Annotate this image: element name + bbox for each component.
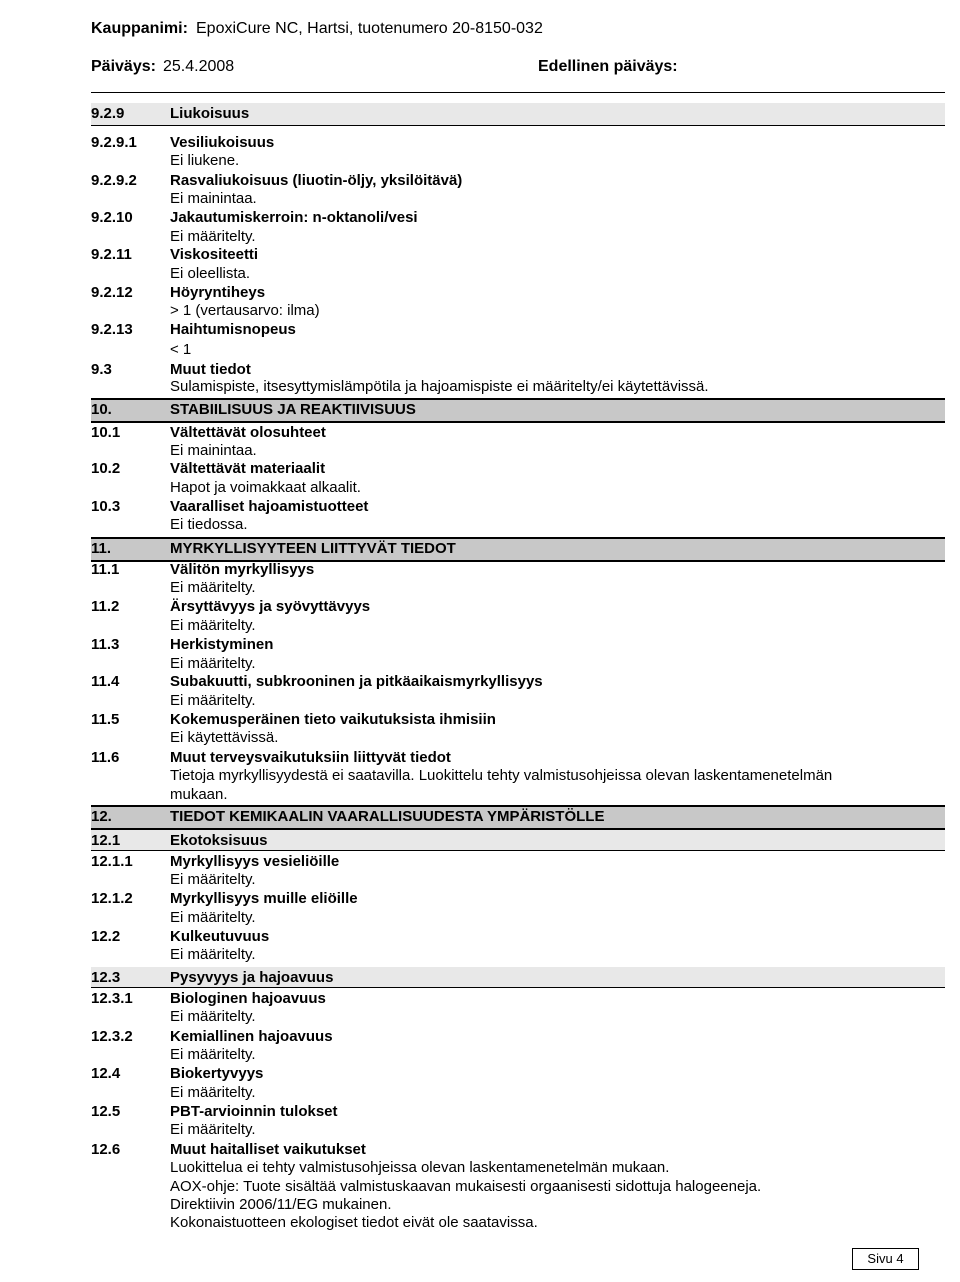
- section-text: Ei määritelty.: [170, 1008, 256, 1025]
- section-text: Luokittelua ei tehty valmistusohjeissa olevan laskentamenetelmän mukaan.: [170, 1159, 670, 1176]
- section-text: Ei määritelty.: [170, 1046, 256, 1063]
- section-title: Kulkeutuvuus: [170, 928, 270, 945]
- section-text: Ei määritelty.: [170, 579, 256, 596]
- section-number: 12.1.2: [91, 890, 133, 907]
- section-text: Ei mainintaa.: [170, 190, 257, 207]
- section-text: Ei käytettävissä.: [170, 729, 279, 746]
- section-number: 12.5: [91, 1103, 121, 1120]
- header-divider: [91, 92, 945, 93]
- section-header-title: TIEDOT KEMIKAALIN VAARALLISUUDESTA YMPÄRISTÖLLE: [170, 808, 605, 825]
- section-title: Ekotoksisuus: [170, 832, 268, 849]
- section-text: Ei mainintaa.: [170, 442, 257, 459]
- section-title: Biologinen hajoavuus: [170, 990, 326, 1007]
- section-title: Jakautumiskerroin: n-oktanoli/vesi: [170, 209, 418, 226]
- section-number: 10.: [91, 401, 112, 418]
- section-number: 12.3.1: [91, 990, 133, 1007]
- section-title: Biokertyvyys: [170, 1065, 264, 1082]
- section-number: 9.2.12: [91, 284, 133, 301]
- section-title: Kemiallinen hajoavuus: [170, 1028, 333, 1045]
- section-number: 11.6: [91, 749, 120, 766]
- section-text: Ei tiedossa.: [170, 516, 248, 533]
- section-number: 10.1: [91, 424, 121, 441]
- section-number: 12.4: [91, 1065, 121, 1082]
- section-title: PBT-arvioinnin tulokset: [170, 1103, 338, 1120]
- section-text: Kokonaistuotteen ekologiset tiedot eivät ole saatavissa.: [170, 1214, 538, 1231]
- section-text: Ei oleellista.: [170, 265, 251, 282]
- section-text: Ei määritelty.: [170, 871, 256, 888]
- section-number: 12.1: [91, 832, 121, 849]
- section-text: Ei määritelty.: [170, 1121, 256, 1138]
- section-title: Myrkyllisyys muille eliöille: [170, 890, 358, 907]
- date-value: 25.4.2008: [163, 58, 235, 75]
- section-number: 12.: [91, 808, 112, 825]
- section-text: Direktiivin 2006/11/EG mukainen.: [170, 1196, 392, 1213]
- section-number: 9.2.9.2: [91, 172, 137, 189]
- section-title: Muut terveysvaikutuksiin liittyvät tiedot: [170, 749, 451, 766]
- section-number: 12.3.2: [91, 1028, 133, 1045]
- section-header-title: MYRKYLLISYYTEEN LIITTYVÄT TIEDOT: [170, 540, 456, 557]
- section-number: 10.3: [91, 498, 121, 515]
- section-number: 9.2.11: [91, 246, 132, 263]
- section-text: Ei määritelty.: [170, 617, 256, 634]
- product-value: EpoxiCure NC, Hartsi, tuotenumero 20-8150-032: [196, 20, 543, 37]
- section-title: Muut tiedot: [170, 361, 251, 378]
- section-title: Liukoisuus: [170, 105, 250, 122]
- section-number: 9.3: [91, 361, 112, 378]
- section-title: Vältettävät materiaalit: [170, 460, 326, 477]
- page-number: Sivu 4: [852, 1248, 919, 1270]
- section-title: Vesiliukoisuus: [170, 134, 275, 151]
- section-text: mukaan.: [170, 786, 228, 803]
- section-header-title: STABIILISUUS JA REAKTIIVISUUS: [170, 401, 416, 418]
- section-number: 9.2.10: [91, 209, 133, 226]
- section-text: Ei määritelty.: [170, 1084, 256, 1101]
- section-text: < 1: [170, 341, 192, 358]
- section-title: Kokemusperäinen tieto vaikutuksista ihmisiin: [170, 711, 496, 728]
- section-title: Myrkyllisyys vesieliöille: [170, 853, 340, 870]
- section-text: Sulamispiste, itsesyttymislämpötila ja hajoamispiste ei määritelty/ei käytettävissä.: [170, 378, 709, 395]
- section-text: Ei määritelty.: [170, 692, 256, 709]
- section-title: Pysyvyys ja hajoavuus: [170, 969, 334, 986]
- section-text: > 1 (vertausarvo: ilma): [170, 302, 320, 319]
- section-text: Ei määritelty.: [170, 655, 256, 672]
- previous-date-label: Edellinen päiväys:: [538, 58, 678, 75]
- section-text: Ei liukene.: [170, 152, 240, 169]
- section-title: Haihtumisnopeus: [170, 321, 296, 338]
- section-text: Ei määritelty.: [170, 946, 256, 963]
- section-number: 11.3: [91, 636, 120, 653]
- section-title: Ärsyttävyys ja syövyttävyys: [170, 598, 371, 615]
- section-text: Ei määritelty.: [170, 909, 256, 926]
- section-number: 12.6: [91, 1141, 121, 1158]
- date-label: Päiväys:: [91, 58, 156, 75]
- section-number: 9.2.9: [91, 105, 125, 122]
- section-title: Välitön myrkyllisyys: [170, 561, 315, 578]
- section-number: 12.3: [91, 969, 121, 986]
- section-number: 11.4: [91, 673, 120, 690]
- section-number: 11.: [91, 540, 112, 557]
- section-title: Subakuutti, subkrooninen ja pitkäaikaismyrkyllisyys: [170, 673, 543, 690]
- section-title: Viskositeetti: [170, 246, 259, 263]
- section-title: Muut haitalliset vaikutukset: [170, 1141, 366, 1158]
- section-text: Hapot ja voimakkaat alkaalit.: [170, 479, 361, 496]
- product-label: Kauppanimi:: [91, 20, 188, 37]
- section-title: Herkistyminen: [170, 636, 274, 653]
- section-title: Vältettävät olosuhteet: [170, 424, 326, 441]
- section-number: 11.2: [91, 598, 120, 615]
- section-number: 12.2: [91, 928, 121, 945]
- section-number: 9.2.13: [91, 321, 133, 338]
- section-text: Tietoja myrkyllisyydestä ei saatavilla. Luokittelu tehty valmistusohjeissa olevan laskentamenetelmän: [170, 767, 833, 784]
- section-title: Höyryntiheys: [170, 284, 266, 301]
- section-number: 11.5: [91, 711, 120, 728]
- section-number: 12.1.1: [91, 853, 133, 870]
- section-number: 11.1: [91, 561, 120, 578]
- section-number: 9.2.9.1: [91, 134, 137, 151]
- section-title: Rasvaliukoisuus (liuotin-öljy, yksilöitävä): [170, 172, 463, 189]
- section-number: 10.2: [91, 460, 121, 477]
- section-text: AOX-ohje: Tuote sisältää valmistuskaavan mukaisesti orgaanisesti sidottuja halogeeneja.: [170, 1178, 762, 1195]
- section-title: Vaaralliset hajoamistuotteet: [170, 498, 369, 515]
- section-text: Ei määritelty.: [170, 228, 256, 245]
